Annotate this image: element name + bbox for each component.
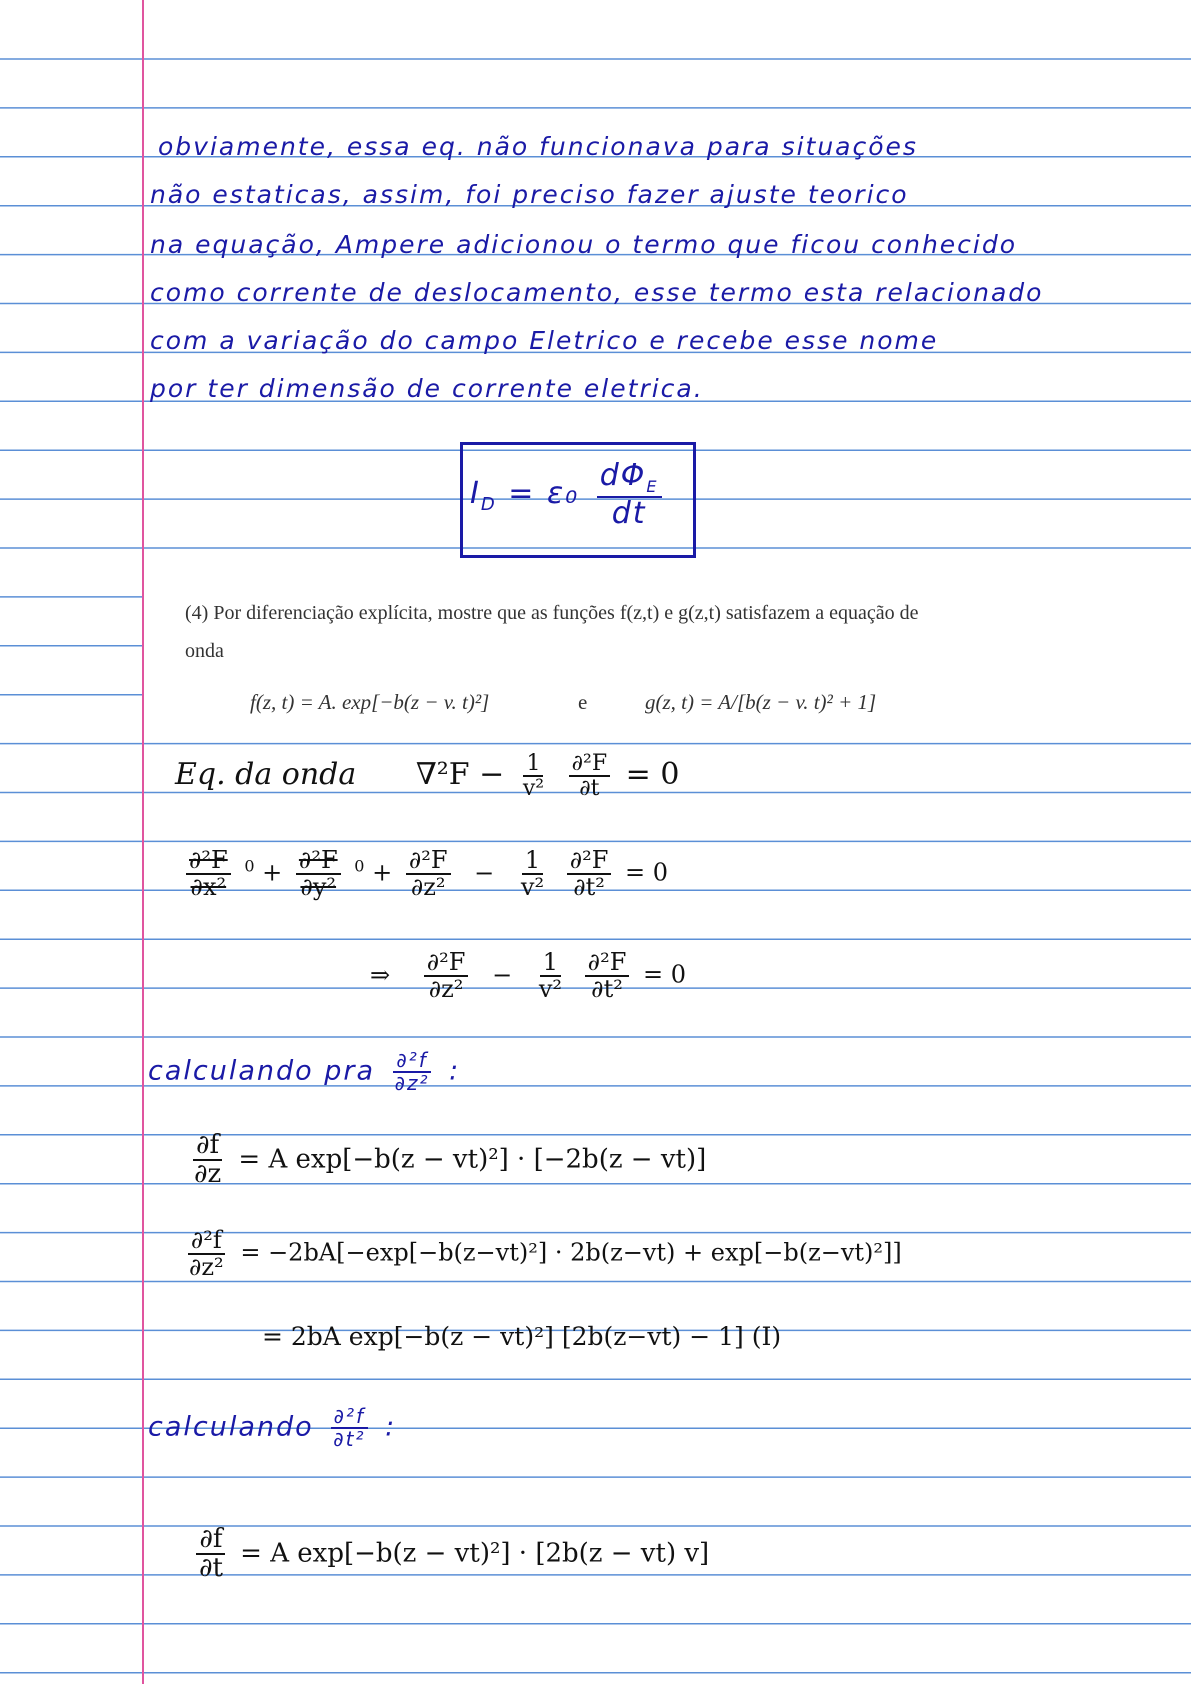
minus-1: − (474, 858, 495, 887)
calc1-result: = 2bA exp[−b(z − vt)²] [2b(z−vt) − 1] (I) (262, 1322, 782, 1351)
problem-text-line-2: onda (185, 640, 224, 662)
d2F-dy2: $\frac{\text{∂²F}}{\text{∂y²}}$ (296, 848, 341, 900)
reduced-wave-equation (370, 950, 686, 1002)
d2F-dz2: $\frac{\text{∂²F}}{\text{∂z²}}$ (406, 848, 451, 900)
g-definition: g(z, t) = A/[b(z − v. t)² + 1] (645, 690, 877, 714)
problem-text-line-1: (4) Por diferenciação explícita, mostre que as funções f(z,t) e g(z,t) satisfazem a equação de (185, 602, 919, 624)
plus-2: + (372, 858, 393, 887)
calc1-d2f-dz2: $\frac{\text{∂²f}}{\text{∂z²}}$ (394, 1048, 430, 1095)
d2F-dx2: $\frac{\text{∂²F}}{\text{∂x²}}$ (186, 848, 231, 900)
lhs-symbol: I (470, 476, 481, 512)
zero-y: 0 (354, 856, 365, 876)
f-definition: f(z, t) = A. exp[−b(z − v. t)²] (250, 690, 490, 714)
intro-line-4: como corrente de deslocamento, esse termo esta relacionado (150, 278, 1044, 307)
expanded-wave-equation (180, 848, 668, 900)
one-over-v2-b: $\frac{1}{\text{v²}}$ (520, 846, 545, 902)
laplacian-term: ∇²F − (415, 757, 505, 793)
minus-2: − (492, 960, 513, 989)
calc2-label: calculando (148, 1411, 314, 1443)
equals: = (508, 476, 536, 512)
calc2-first-derivative (190, 1526, 709, 1583)
d2F-dt: $\frac{\text{∂²F}}{\partial t}$ (569, 752, 610, 800)
and-word: e (578, 690, 588, 714)
flux-subscript: E (646, 477, 659, 496)
intro-line-3: na equação, Ampere adicionou o termo que ficou conhecido (150, 230, 1018, 259)
calc1-second-derivative (180, 1228, 902, 1280)
calc2-heading (148, 1406, 396, 1450)
equals-zero-2: = 0 (625, 858, 669, 887)
zero-x: 0 (244, 856, 255, 876)
intro-line-1: obviamente, essa eq. não funcionava para situações (158, 132, 918, 161)
calc2-d2f-dt2: $\frac{\text{∂²f}}{\text{∂t²}}$ (330, 1406, 368, 1450)
wave-label: Eq. da onda (175, 757, 357, 793)
flux-denominator: dt (611, 495, 647, 531)
one-over-v2-c: $\frac{1}{\text{v²}}$ (538, 948, 563, 1004)
calc1-label: calculando pra (148, 1055, 376, 1087)
intro-line-6: por ter dimensão de corrente eletrica. (150, 374, 704, 403)
d2F-dt2: $\frac{\text{∂²F}}{\text{∂t²}}$ (567, 848, 612, 900)
wave-equation-line (175, 752, 679, 800)
calc1-heading (148, 1050, 460, 1094)
flux-fraction (597, 460, 662, 529)
df-dz: $\frac{\partial f}{\partial z}$ (194, 1130, 222, 1190)
intro-line-5: com a variação do campo Eletrico e recebe esse nome (150, 326, 939, 355)
plus-1: + (262, 858, 283, 887)
df-dt: $\frac{\partial f}{\partial t}$ (196, 1526, 226, 1583)
df-dt-rhs: = A exp[−b(z − vt)²] · [2b(z − vt) v] (240, 1538, 710, 1569)
df-dz-rhs: = A exp[−b(z − vt)²] · [−2b(z − vt)] (238, 1144, 707, 1175)
equals-zero-3: = 0 (642, 960, 686, 989)
lhs-subscript: D (480, 494, 497, 516)
calc1-first-derivative (185, 1132, 706, 1189)
equals-zero-1: = 0 (625, 757, 680, 793)
implies-arrow: ⇒ (370, 960, 391, 989)
epsilon: ε₀ (546, 476, 580, 512)
calc2-colon: : (385, 1411, 397, 1443)
d2F-dz2-b: $\frac{\text{∂²F}}{\text{∂z²}}$ (424, 950, 469, 1002)
intro-line-2: não estaticas, assim, foi preciso fazer ajuste teorico (150, 180, 909, 209)
calc1-colon: : (449, 1055, 461, 1087)
displacement-current-formula (470, 460, 668, 529)
d2f-dz2-rhs: = −2bA[−exp[−b(z−vt)²] · 2b(z−vt) + exp[−b(z−vt)²]] (240, 1238, 902, 1267)
flux-numerator: dΦ (599, 458, 647, 493)
one-over-v2: $\frac{1}{\text{v²}}$ (522, 751, 545, 802)
d2F-dt2-b: $\frac{\text{∂²F}}{\text{∂t²}}$ (585, 950, 630, 1002)
d2f-dz2: $\frac{\text{∂²f}}{\text{∂z²}}$ (189, 1226, 224, 1282)
